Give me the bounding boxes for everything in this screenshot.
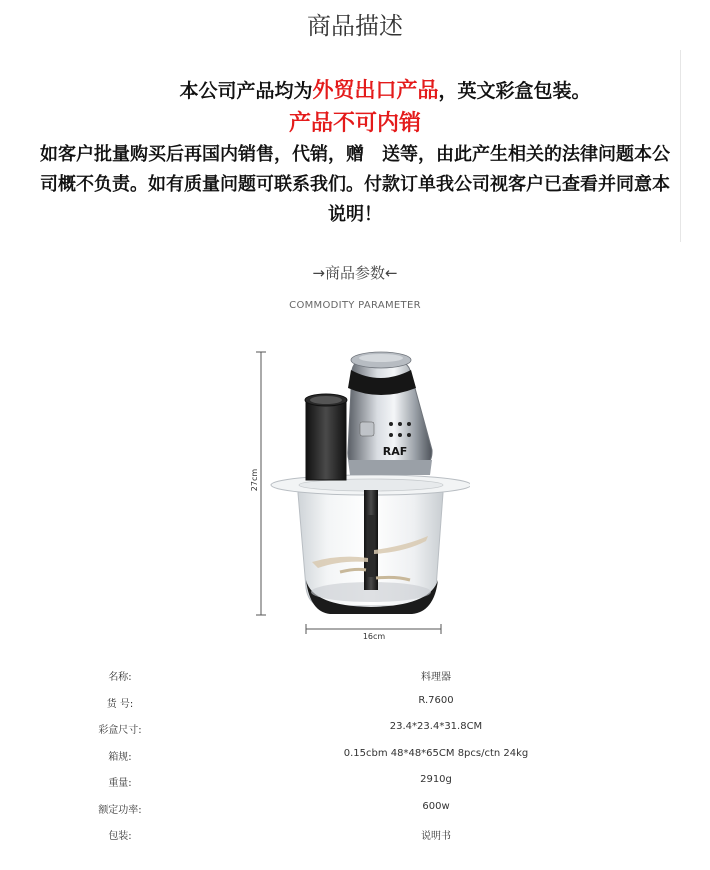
- spec-value: 料理器: [421, 672, 451, 683]
- spec-value: 说明书: [421, 831, 451, 842]
- spec-label: 名称:: [108, 672, 132, 683]
- notice-highlight: 外贸出口产品: [312, 77, 439, 102]
- spec-label: 箱规:: [108, 751, 132, 763]
- spec-row: [0, 823, 710, 850]
- spec-row: [0, 797, 710, 824]
- spec-label: 重量:: [108, 778, 132, 789]
- parameters-title: →商品参数←: [312, 264, 398, 282]
- spec-value: 600w: [422, 800, 450, 812]
- spec-row: [0, 717, 710, 744]
- width-dimension: [306, 624, 441, 641]
- notice-warning: 产品不可内销: [288, 110, 421, 136]
- width-label: 16cm: [362, 632, 386, 641]
- spec-row: [0, 691, 710, 718]
- spec-value: 0.15cbm 48*48*65CM 8pcs/ctn 24kg: [343, 747, 529, 759]
- spec-row: [0, 664, 710, 691]
- parameters-subtitle: COMMODITY PARAMETER: [289, 300, 421, 311]
- spec-value: 23.4*23.4*31.8CM: [389, 721, 483, 732]
- notice-body: 如客户批量购买后再国内销售，代销，赠 送等，由此产生相关的法律问题本公司概不负责。如有质量问题可联系我们。付款订单我公司视客户已查看并同意本说明！: [40, 144, 670, 225]
- spec-value: R.7600: [418, 694, 454, 706]
- spec-value: 2910g: [420, 774, 452, 785]
- notice-prefix: 本公司产品均为: [179, 80, 313, 102]
- spec-label: 额定功率:: [98, 804, 142, 816]
- notice-suffix: ，英文彩盒包装。: [438, 80, 591, 102]
- spec-table: [0, 664, 710, 850]
- height-label: 27cm: [250, 468, 259, 492]
- spec-label: 彩盒尺寸:: [98, 725, 142, 736]
- page-title: 商品描述: [307, 12, 403, 40]
- product-image: [240, 340, 470, 645]
- spec-row: [0, 744, 710, 771]
- height-dimension: [250, 352, 266, 615]
- spec-label: 货 号:: [106, 698, 134, 710]
- spec-label: 包装:: [108, 831, 132, 842]
- spec-row: [0, 770, 710, 797]
- notice-block: [0, 74, 710, 230]
- brand-logo: RAF: [382, 445, 408, 458]
- notice-line-export: [0, 74, 710, 106]
